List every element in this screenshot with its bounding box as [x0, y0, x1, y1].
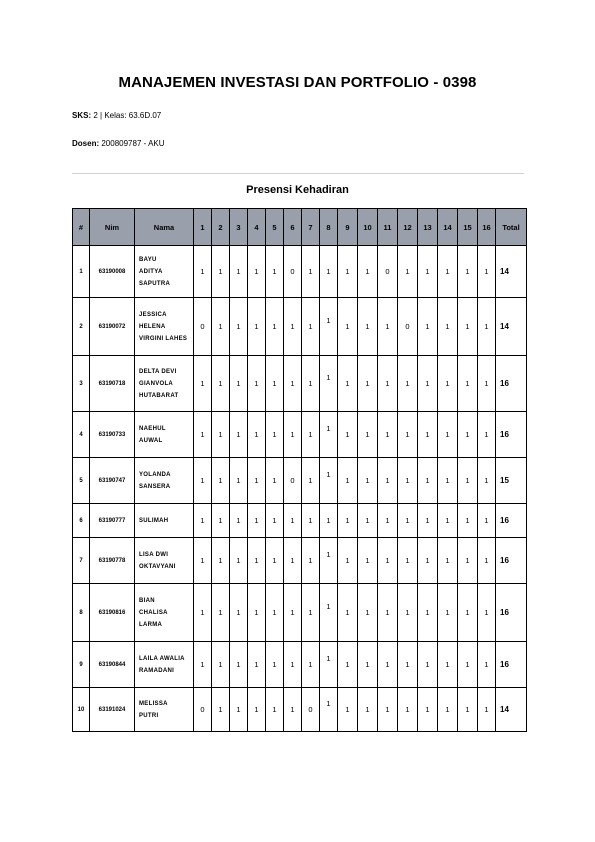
attendance-cell: 1 — [284, 298, 302, 356]
attendance-cell: 1 — [302, 298, 320, 356]
row-number: 9 — [73, 642, 90, 688]
attendance-cell: 1 — [418, 458, 438, 504]
sks-label: SKS: — [72, 111, 92, 120]
student-name — [135, 356, 194, 412]
attendance-cell: 1 — [230, 642, 248, 688]
attendance-cell: 1 — [230, 688, 248, 732]
student-nim: 63190747 — [90, 458, 135, 504]
table-row — [73, 246, 527, 298]
attendance-cell: 1 — [458, 356, 478, 412]
attendance-cell: 1 — [338, 584, 358, 642]
attendance-cell: 1 — [478, 504, 496, 538]
attendance-cell: 1 — [338, 504, 358, 538]
attendance-total: 14 — [496, 246, 527, 298]
attendance-cell: 0 — [302, 688, 320, 732]
attendance-cell: 1 — [438, 246, 458, 298]
attendance-cell: 0 — [284, 246, 302, 298]
attendance-cell: 1 — [338, 688, 358, 732]
attendance-cell: 1 — [338, 356, 358, 412]
student-nim: 63190733 — [90, 412, 135, 458]
attendance-cell: 1 — [230, 412, 248, 458]
attendance-cell: 1 — [212, 458, 230, 504]
attendance-cell: 1 — [458, 688, 478, 732]
column-header: 2 — [212, 209, 230, 246]
attendance-value: 1 — [326, 424, 331, 433]
attendance-cell: 1 — [418, 356, 438, 412]
attendance-cell: 1 — [266, 458, 284, 504]
attendance-cell: 1 — [248, 412, 266, 458]
student-name — [135, 538, 194, 584]
table-row — [73, 538, 527, 584]
attendance-cell: 1 — [320, 246, 338, 298]
student-name — [135, 584, 194, 642]
attendance-cell: 1 — [302, 504, 320, 538]
attendance-cell — [320, 458, 338, 504]
student-name — [135, 298, 194, 356]
attendance-cell: 1 — [320, 504, 338, 538]
student-nim: 63190844 — [90, 642, 135, 688]
column-header: Nama — [135, 209, 194, 246]
student-name — [135, 246, 194, 298]
attendance-total: 16 — [496, 356, 527, 412]
table-row — [73, 642, 527, 688]
student-nim: 63190777 — [90, 504, 135, 538]
row-number: 1 — [73, 246, 90, 298]
attendance-cell: 1 — [248, 584, 266, 642]
attendance-cell — [320, 688, 338, 732]
attendance-cell: 1 — [358, 298, 378, 356]
attendance-cell: 1 — [398, 642, 418, 688]
column-header: 16 — [478, 209, 496, 246]
student-name-line: ADITYA — [139, 268, 163, 275]
attendance-cell: 1 — [378, 688, 398, 732]
column-header: Total — [496, 209, 527, 246]
attendance-total: 16 — [496, 412, 527, 458]
attendance-cell — [320, 642, 338, 688]
attendance-value: 1 — [326, 654, 331, 663]
attendance-cell: 1 — [478, 246, 496, 298]
attendance-cell: 1 — [284, 412, 302, 458]
attendance-cell: 1 — [418, 538, 438, 584]
attendance-cell: 1 — [302, 642, 320, 688]
attendance-cell: 1 — [230, 538, 248, 584]
attendance-cell: 1 — [418, 412, 438, 458]
attendance-cell: 1 — [230, 458, 248, 504]
attendance-cell: 1 — [266, 298, 284, 356]
attendance-cell: 1 — [398, 458, 418, 504]
attendance-cell: 1 — [194, 458, 212, 504]
student-name-line: SAPUTRA — [139, 280, 171, 287]
attendance-cell: 1 — [194, 246, 212, 298]
attendance-cell: 1 — [418, 246, 438, 298]
attendance-value: 1 — [326, 699, 331, 708]
attendance-cell: 1 — [266, 642, 284, 688]
student-name — [135, 688, 194, 732]
attendance-total: 16 — [496, 538, 527, 584]
attendance-cell: 1 — [438, 688, 458, 732]
attendance-value: 1 — [326, 550, 331, 559]
attendance-value: 1 — [326, 316, 331, 325]
attendance-cell: 1 — [478, 412, 496, 458]
attendance-cell: 1 — [398, 356, 418, 412]
attendance-cell: 1 — [266, 412, 284, 458]
student-name-line: NAEHUL — [139, 425, 166, 432]
dosen-label: Dosen: — [72, 139, 100, 148]
attendance-cell: 1 — [194, 538, 212, 584]
column-header: 4 — [248, 209, 266, 246]
row-number: 6 — [73, 504, 90, 538]
attendance-cell: 1 — [338, 298, 358, 356]
row-number: 2 — [73, 298, 90, 356]
attendance-cell: 1 — [438, 356, 458, 412]
sks-value: 2 | Kelas: 63.6D.07 — [93, 111, 162, 120]
attendance-cell: 1 — [438, 298, 458, 356]
attendance-cell: 1 — [212, 246, 230, 298]
attendance-cell — [320, 412, 338, 458]
attendance-cell: 1 — [458, 642, 478, 688]
attendance-cell: 1 — [212, 584, 230, 642]
attendance-table — [72, 208, 527, 732]
student-name-line: JESSICA — [139, 311, 167, 318]
attendance-cell: 1 — [248, 538, 266, 584]
attendance-total: 15 — [496, 458, 527, 504]
column-header: Nim — [90, 209, 135, 246]
attendance-cell: 1 — [194, 356, 212, 412]
student-name-line: BIAN — [139, 597, 155, 604]
column-header: 3 — [230, 209, 248, 246]
attendance-cell — [320, 584, 338, 642]
attendance-cell: 1 — [302, 356, 320, 412]
attendance-cell: 1 — [418, 642, 438, 688]
attendance-cell: 1 — [398, 688, 418, 732]
attendance-cell: 1 — [212, 412, 230, 458]
student-name-line: SANSERA — [139, 483, 171, 490]
attendance-cell: 1 — [478, 356, 496, 412]
column-header: 13 — [418, 209, 438, 246]
attendance-cell: 0 — [378, 246, 398, 298]
attendance-cell: 1 — [418, 688, 438, 732]
attendance-total: 14 — [496, 688, 527, 732]
attendance-cell: 1 — [284, 688, 302, 732]
attendance-cell: 1 — [302, 412, 320, 458]
attendance-cell: 1 — [378, 504, 398, 538]
student-name-line: LISA DWI — [139, 551, 169, 558]
attendance-cell: 1 — [230, 584, 248, 642]
attendance-cell: 1 — [194, 642, 212, 688]
attendance-cell: 1 — [230, 246, 248, 298]
column-header: 6 — [284, 209, 302, 246]
column-header: 15 — [458, 209, 478, 246]
student-nim: 63191024 — [90, 688, 135, 732]
attendance-cell: 1 — [266, 538, 284, 584]
column-header: 7 — [302, 209, 320, 246]
attendance-cell — [320, 298, 338, 356]
attendance-cell: 1 — [378, 538, 398, 584]
student-name-line: GIANVOLA — [139, 380, 174, 387]
attendance-cell: 1 — [458, 246, 478, 298]
attendance-cell: 1 — [458, 584, 478, 642]
attendance-total: 14 — [496, 298, 527, 356]
attendance-cell: 1 — [478, 584, 496, 642]
attendance-cell: 1 — [358, 584, 378, 642]
attendance-cell — [320, 538, 338, 584]
attendance-cell: 1 — [378, 458, 398, 504]
attendance-cell: 1 — [212, 298, 230, 356]
attendance-cell: 1 — [212, 356, 230, 412]
attendance-cell: 1 — [302, 538, 320, 584]
attendance-cell: 1 — [248, 642, 266, 688]
attendance-cell: 1 — [478, 642, 496, 688]
student-nim: 63190816 — [90, 584, 135, 642]
student-name-line: SULIMAH — [139, 517, 169, 524]
attendance-cell: 1 — [302, 584, 320, 642]
attendance-cell: 1 — [338, 412, 358, 458]
attendance-cell: 1 — [398, 584, 418, 642]
attendance-cell: 1 — [418, 298, 438, 356]
student-name — [135, 412, 194, 458]
attendance-total: 16 — [496, 504, 527, 538]
table-header-row — [73, 209, 527, 246]
student-name-line: MELISSA — [139, 700, 168, 707]
divider — [72, 173, 524, 174]
student-name-line: HUTABARAT — [139, 392, 179, 399]
attendance-cell: 1 — [284, 642, 302, 688]
row-number: 10 — [73, 688, 90, 732]
row-number: 4 — [73, 412, 90, 458]
attendance-cell: 1 — [438, 504, 458, 538]
attendance-cell: 1 — [438, 538, 458, 584]
attendance-cell: 1 — [438, 412, 458, 458]
attendance-cell: 1 — [212, 642, 230, 688]
table-row — [73, 412, 527, 458]
column-header: 14 — [438, 209, 458, 246]
student-name-line: VIRGINI LAHES — [139, 335, 188, 342]
row-number: 3 — [73, 356, 90, 412]
attendance-value: 1 — [326, 373, 331, 382]
attendance-cell: 1 — [248, 458, 266, 504]
attendance-cell: 1 — [266, 246, 284, 298]
attendance-cell: 1 — [458, 538, 478, 584]
student-nim: 63190718 — [90, 356, 135, 412]
column-header: 1 — [194, 209, 212, 246]
attendance-cell: 1 — [398, 538, 418, 584]
student-name-line: PUTRI — [139, 712, 159, 719]
attendance-cell: 1 — [398, 504, 418, 538]
attendance-cell: 1 — [266, 688, 284, 732]
attendance-cell: 1 — [194, 584, 212, 642]
attendance-cell: 1 — [230, 504, 248, 538]
attendance-cell: 1 — [378, 412, 398, 458]
student-name — [135, 504, 194, 538]
attendance-cell: 1 — [194, 504, 212, 538]
attendance-cell: 1 — [358, 246, 378, 298]
student-name-line: AUWAL — [139, 437, 163, 444]
attendance-cell: 1 — [358, 504, 378, 538]
attendance-cell: 0 — [398, 298, 418, 356]
dosen-value: 200809787 - AKU — [101, 139, 165, 148]
attendance-cell: 1 — [212, 538, 230, 584]
attendance-cell: 1 — [478, 538, 496, 584]
attendance-value: 1 — [326, 470, 331, 479]
student-name-line: BAYU — [139, 256, 157, 263]
attendance-cell: 0 — [194, 298, 212, 356]
attendance-cell: 1 — [358, 356, 378, 412]
student-name-line: LARMA — [139, 621, 163, 628]
table-row — [73, 458, 527, 504]
attendance-cell: 1 — [358, 412, 378, 458]
column-header: 8 — [320, 209, 338, 246]
attendance-cell: 1 — [458, 412, 478, 458]
student-name — [135, 642, 194, 688]
column-header: 10 — [358, 209, 378, 246]
table-row — [73, 504, 527, 538]
attendance-cell: 1 — [230, 298, 248, 356]
attendance-cell: 1 — [458, 298, 478, 356]
attendance-cell: 1 — [358, 688, 378, 732]
attendance-cell: 1 — [338, 458, 358, 504]
student-name-line: YOLANDA — [139, 471, 171, 478]
attendance-cell: 1 — [378, 584, 398, 642]
student-name — [135, 458, 194, 504]
table-row — [73, 688, 527, 732]
column-header: # — [73, 209, 90, 246]
attendance-cell: 1 — [266, 584, 284, 642]
attendance-cell: 1 — [284, 538, 302, 584]
page-title: MANAJEMEN INVESTASI DAN PORTFOLIO - 0398 — [118, 74, 477, 91]
column-header: 11 — [378, 209, 398, 246]
table-body — [73, 246, 527, 732]
attendance-cell: 1 — [358, 458, 378, 504]
student-name-line: HELENA — [139, 323, 166, 330]
attendance-cell: 1 — [398, 412, 418, 458]
lecturer-info — [72, 139, 165, 148]
attendance-cell: 1 — [438, 458, 458, 504]
attendance-value: 1 — [326, 602, 331, 611]
attendance-cell: 1 — [358, 538, 378, 584]
attendance-cell: 1 — [194, 412, 212, 458]
attendance-cell: 1 — [458, 458, 478, 504]
attendance-cell: 1 — [302, 458, 320, 504]
attendance-cell: 0 — [194, 688, 212, 732]
attendance-cell: 1 — [418, 584, 438, 642]
attendance-total: 16 — [496, 584, 527, 642]
attendance-cell: 1 — [248, 356, 266, 412]
column-header: 12 — [398, 209, 418, 246]
attendance-cell: 1 — [248, 246, 266, 298]
student-name-line: RAMADANI — [139, 667, 175, 674]
attendance-cell: 1 — [248, 504, 266, 538]
section-title: Presensi Kehadiran — [246, 184, 349, 196]
table-row — [73, 298, 527, 356]
attendance-total: 16 — [496, 642, 527, 688]
attendance-cell: 1 — [284, 504, 302, 538]
attendance-cell: 1 — [418, 504, 438, 538]
student-nim: 63190778 — [90, 538, 135, 584]
attendance-cell: 1 — [378, 356, 398, 412]
attendance-cell — [320, 356, 338, 412]
attendance-cell: 1 — [248, 688, 266, 732]
attendance-cell: 1 — [302, 246, 320, 298]
attendance-cell: 1 — [438, 642, 458, 688]
column-header: 5 — [266, 209, 284, 246]
attendance-cell: 1 — [478, 298, 496, 356]
attendance-cell: 1 — [438, 584, 458, 642]
student-nim: 63190008 — [90, 246, 135, 298]
attendance-cell: 1 — [378, 642, 398, 688]
attendance-cell: 1 — [230, 356, 248, 412]
row-number: 7 — [73, 538, 90, 584]
attendance-cell: 1 — [458, 504, 478, 538]
attendance-cell: 1 — [378, 298, 398, 356]
column-header: 9 — [338, 209, 358, 246]
attendance-cell: 1 — [284, 356, 302, 412]
row-number: 8 — [73, 584, 90, 642]
student-name-line: OKTAVYANI — [139, 563, 176, 570]
attendance-cell: 1 — [478, 688, 496, 732]
student-name-line: LAILA AWALIA — [139, 655, 185, 662]
course-info — [72, 111, 161, 120]
table-row — [73, 356, 527, 412]
row-number: 5 — [73, 458, 90, 504]
attendance-cell: 0 — [284, 458, 302, 504]
table-row — [73, 584, 527, 642]
attendance-cell: 1 — [212, 688, 230, 732]
attendance-cell: 1 — [284, 584, 302, 642]
attendance-cell: 1 — [266, 356, 284, 412]
attendance-cell: 1 — [338, 642, 358, 688]
attendance-cell: 1 — [398, 246, 418, 298]
student-nim: 63190072 — [90, 298, 135, 356]
attendance-cell: 1 — [478, 458, 496, 504]
student-name-line: CHALISA — [139, 609, 168, 616]
attendance-cell: 1 — [266, 504, 284, 538]
attendance-cell: 1 — [338, 246, 358, 298]
attendance-cell: 1 — [338, 538, 358, 584]
attendance-cell: 1 — [248, 298, 266, 356]
student-name-line: DELTA DEVI — [139, 368, 177, 375]
attendance-cell: 1 — [212, 504, 230, 538]
attendance-cell: 1 — [358, 642, 378, 688]
